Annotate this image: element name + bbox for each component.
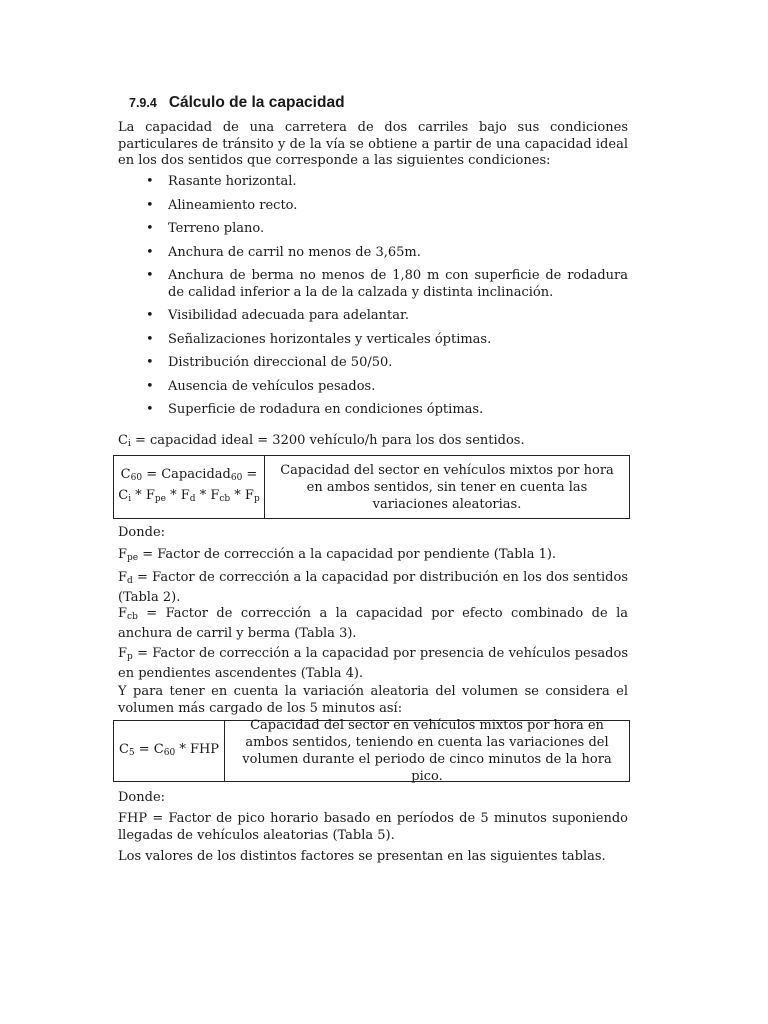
capacity-formula: $C_{60}$ = Capacidad$_{60}$ = $C_i * F_{pe} * F_d * F_{cb} * F_p$ xyxy=(114,456,265,518)
intro-paragraph: La capacidad de una carretera de dos carriles bajo sus condiciones particulares de tránsito y de la vía se obtiene a partir de una capacidad ideal en los dos sentidos que corresponde a las siguientes condiciones: xyxy=(118,120,628,168)
bullet-icon: • xyxy=(146,378,154,394)
factor-fp: $F_p$ = Factor de corrección a la capacidad por presencia de vehículos pesados en pendientes ascendentes (Tabla 4). xyxy=(118,646,628,681)
fhp-definition: FHP = Factor de pico horario basado en períodos de 5 minutos suponiendo llegadas de vehículos aleatorias (Tabla 5). xyxy=(118,811,628,843)
list-item: • Ausencia de vehículos pesados. xyxy=(146,378,376,394)
list-item: • Superficie de rodadura en condiciones óptimas. xyxy=(146,402,484,417)
bullet-icon: • xyxy=(146,308,154,323)
list-item: • Distribución direccional de 50/50. xyxy=(146,355,393,370)
list-item: • Anchura de berma no menos de 1,80 m con superficie de rodadura de calidad inferior a la de la calzada y distinta inclinación. xyxy=(146,268,628,300)
section-heading xyxy=(129,94,345,112)
factor-fcb: $F_{cb}$ = Factor de corrección a la capacidad por efecto combinado de la anchura de carril y berma (Tabla 3). xyxy=(118,606,628,641)
bullet-icon: • xyxy=(146,197,154,213)
bullet-icon: • xyxy=(146,244,154,260)
list-item: • Rasante horizontal. xyxy=(146,174,297,189)
closing-paragraph: Los valores de los distintos factores se presentan en las siguientes tablas. xyxy=(118,849,606,864)
section-number: 7.9.4 xyxy=(129,96,157,110)
donde-label: Donde: xyxy=(118,525,166,540)
bullet-icon: • xyxy=(146,221,154,236)
list-item: • Terreno plano. xyxy=(146,221,265,236)
bullet-icon: • xyxy=(146,174,154,189)
capacity-formula-description: Capacidad del sector en vehículos mixtos por hora en ambos sentidos, sin tener en cuenta las variaciones aleatorias. xyxy=(280,462,614,512)
list-item: • Señalizaciones horizontales y verticales óptimas. xyxy=(146,331,492,347)
conditions-list xyxy=(118,174,628,426)
ideal-capacity-line: $C_i$ = capacidad ideal = 3200 vehículo/h para los dos sentidos. xyxy=(118,433,525,449)
section-title: Cálculo de la capacidad xyxy=(168,94,345,111)
peak-formula-box xyxy=(113,720,630,782)
peak-formula-description: Capacidad del sector en vehículos mixtos por hora en ambos sentidos, teniendo en cuenta las variaciones del volumen durante el periodo de cinco minutos de la hora pico. xyxy=(242,718,612,784)
capacity-formula-box xyxy=(113,455,630,519)
bullet-icon: • xyxy=(146,355,154,370)
bullet-icon: • xyxy=(146,331,154,347)
list-item: • Anchura de carril no menos de 3,65m. xyxy=(146,244,421,260)
factor-fpe: $F_{pe}$ = Factor de corrección a la capacidad por pendiente (Tabla 1). xyxy=(118,547,557,563)
list-item: • Alineamiento recto. xyxy=(146,197,298,213)
donde-label-2: Donde: xyxy=(118,790,166,805)
list-item: • Visibilidad adecuada para adelantar. xyxy=(146,308,409,323)
bullet-icon: • xyxy=(146,268,154,283)
bullet-icon: • xyxy=(146,402,154,417)
factor-fd: $F_d$ = Factor de corrección a la capacidad por distribución en los dos sentidos (Tabla 2). xyxy=(118,570,628,605)
peak-formula: $C_5 = C_{60}$ * FHP xyxy=(114,721,225,781)
variation-paragraph: Y para tener en cuenta la variación aleatoria del volumen se considera el volumen más cargado de los 5 minutos así: xyxy=(118,684,628,716)
